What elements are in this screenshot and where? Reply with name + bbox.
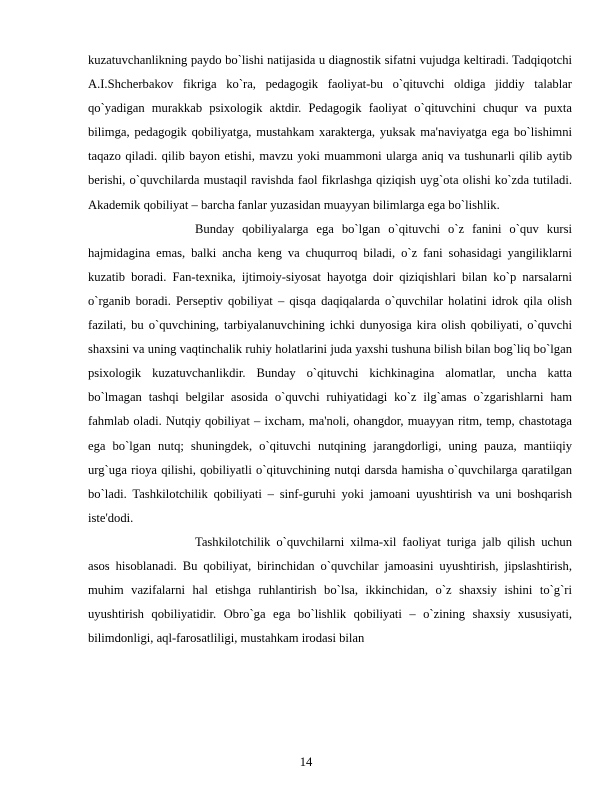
page-body [88, 48, 572, 650]
paragraph-2: Bunday qobiliyalarga ega bo`lgan o`qituvchi o`z fanini o`quv kursi hajmidagina emas, balki ancha keng va chuqurroq biladi, o`z fani sohasidagi yangiliklarni kuzatib boradi. Fan-texnika, ijtimoiy-siyosat hayotga doir qiziqishlari bilan ko`p narsalarni o`rganib boradi. Perseptiv qobiliyat – qisqa daqiqalarda o`quvchilar holatini idrok qila olish fazilati, bu o`quvchining, tarbiyalanuvchining ichki dunyosiga kira olish qobiliyati, o`quvchi shaxsini va uning vaqtinchalik ruhiy holatlarini juda yaxshi tushuna bilish bilan bog`liq bo`lgan psixologik kuzatuvchanlikdir. Bunday o`qituvchi kichkinagina alomatlar, uncha katta bo`lmagan tashqi belgilar asosida o`quvchi ruhiyatidagi ko`z ilg`amas o`zgarishlarni ham fahmlab oladi. Nutqiy qobiliyat – ixcham, ma'noli, ohangdor, muayyan ritm, temp, chastotaga ega bo`lgan nutq; shuningdek, o`qituvchi nutqining jarangdorligi, uning pauza, mantiiqiy urg`uga rioya qilishi, qobiliyatli o`qituvchining nutqi darsda hamisha o`quvchilarga qaratilgan bo`ladi. Tashkilotchilik qobiliyati – sinf-guruhi yoki jamoani uyushtirish va uni boshqarish iste'dodi. [88, 221, 572, 525]
paragraph-1: kuzatuvchanlikning paydo bo`lishi natijasida u diagnostik sifatni vujudga keltiradi. Tadqiqotchi A.I.Shcherbakov fikriga ko`ra, pedagogik faoliyat-bu o`qituvchi oldiga jiddiy talablar qo`yadigan murakkab psixologik aktdir. Pedagogik faoliyat o`qituvchini chuqur va puxta bilimga, pedagogik qobiliyatga, mustahkam xarakterga, yuksak ma'naviyatga ega bo`lishimni taqazo qiladi. qilib bayon etishi, mavzu yoki muammoni ularga aniq va tushunarli qilib aytib berishi, o`quvchilarda mustaqil ravishda faol fikrlashga qiziqish uyg`ota olishi ko`zda tutiladi. Akademik qobiliyat – barcha fanlar yuzasidan muayyan bilimlarga ega bo`lishlik. [88, 53, 572, 212]
paragraph-3: Tashkilotchilik o`quvchilarni xilma-xil faoliyat turiga jalb qilish uchun asos hisoblanadi. Bu qobiliyat, birinchidan o`quvchilar jamoasini uyushtirish, jipslashtirish, muhim vazifalarni hal etishga ruhlantirish bo`lsa, ikkinchidan, o`z shaxsiy ishini to`g`ri uyushtirish qobiliyatidir. Obro`ga ega bo`lishlik qobiliyati – o`zining shaxsiy xususiyati, bilimdonligi, aql-farosatliligi, mustahkam irodasi bilan [88, 534, 572, 646]
page-number: 14 [299, 755, 313, 769]
